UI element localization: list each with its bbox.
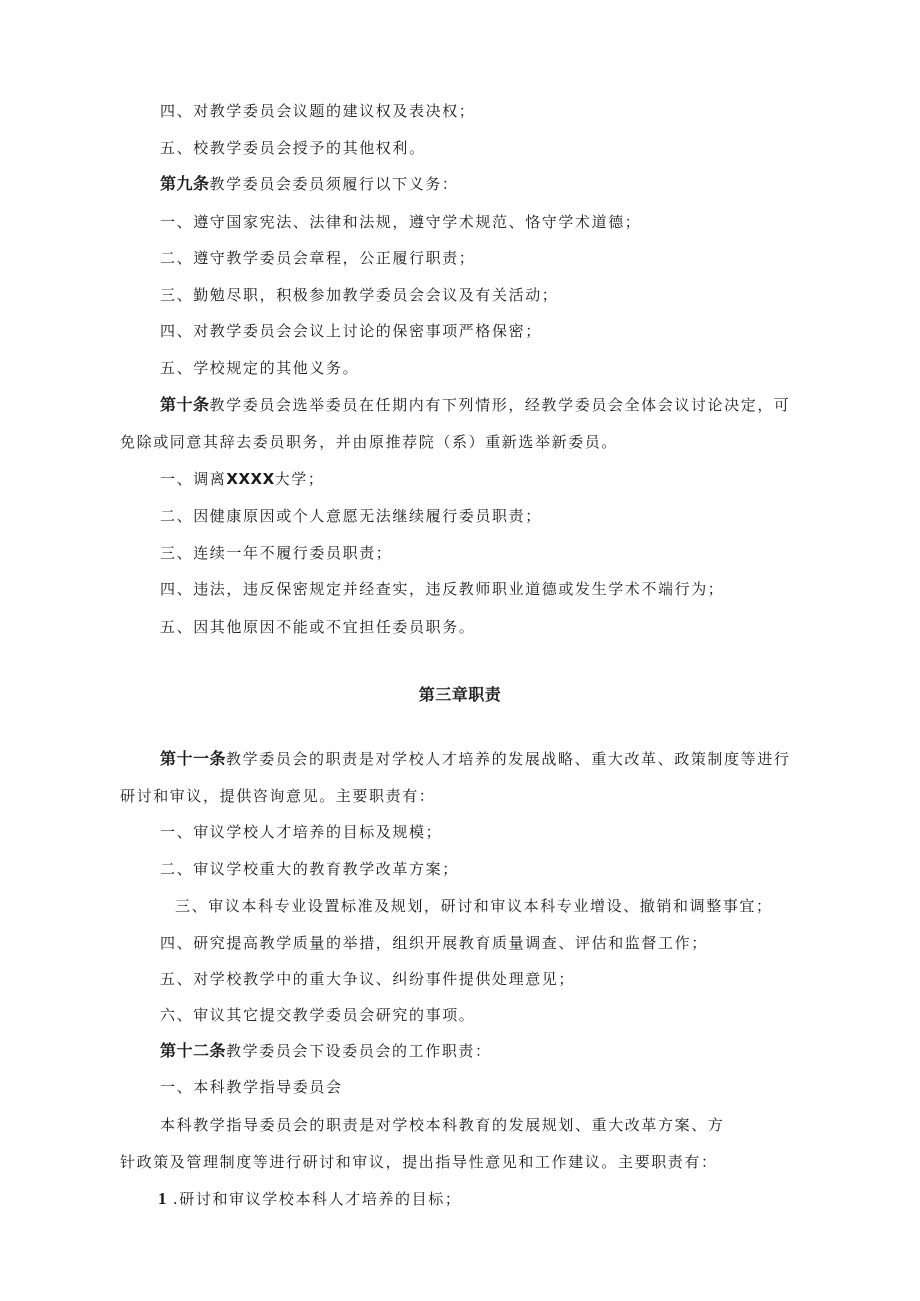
item-number: 1 xyxy=(158,1189,167,1208)
duty-item-3: 三、勤勉尽职，积极参加教学委员会会议及有关活动； xyxy=(160,286,559,304)
article-11 xyxy=(160,749,790,769)
removal-item-5: 五、因其他原因不能或不宜担任委员职务。 xyxy=(160,618,476,636)
duty-item-5: 五、学校规定的其他义务。 xyxy=(160,359,360,377)
removal-item-2: 二、因健康原因或个人意愿无法继续履行委员职责； xyxy=(160,507,542,525)
article-12-label: 第十二条 xyxy=(160,1041,227,1060)
article-12 xyxy=(160,1041,492,1061)
responsibility-item-3: 三、审议本科专业设置标准及规划，研讨和审议本科专业增设、撤销和调整事宜； xyxy=(175,897,773,915)
article-10-text-line1: 教学委员会选举委员在任期内有下列情形，经教学委员会全体会议讨论决定，可 xyxy=(209,396,791,414)
article-12-text: 教学委员会下设委员会的工作职责： xyxy=(226,1042,492,1060)
article-10-text-line2: 免除或同意其辞去委员职务，并由原推荐院（系）重新选举新委员。 xyxy=(120,433,619,451)
rights-item-4: 四、对教学委员会议题的建议权及表决权； xyxy=(160,102,476,120)
subcommittee-1-text-line2: 针政策及管理制度等进行研讨和审议，提出指导性意见和工作建议。主要职责有： xyxy=(120,1153,718,1171)
responsibility-item-6: 六、审议其它提交教学委员会研究的事项。 xyxy=(160,1006,476,1024)
subcommittee-1-text-line1: 本科教学指导委员会的职责是对学校本科教育的发展规划、重大改革方案、方 xyxy=(160,1116,725,1134)
duty-item-2: 二、遵守教学委员会章程，公正履行职责； xyxy=(160,249,476,267)
subcommittee-1-title: 一、本科教学指导委员会 xyxy=(160,1078,343,1096)
subcommittee-1-item-1: 1 .研讨和审议学校本科人才培养的目标； xyxy=(158,1189,462,1208)
article-9 xyxy=(160,174,459,194)
responsibility-item-1: 一、审议学校人才培养的目标及规模； xyxy=(160,823,443,841)
article-10 xyxy=(160,395,791,415)
duty-item-4: 四、对教学委员会会议上讨论的保密事项严格保密； xyxy=(160,322,542,340)
article-11-text-line1: 教学委员会的职责是对学校人才培养的发展战略、重大改革、政策制度等进行 xyxy=(226,750,791,768)
article-9-text: 教学委员会委员须履行以下义务： xyxy=(209,175,459,193)
article-10-label: 第十条 xyxy=(160,395,210,414)
chapter-3-title: 第三章职责 xyxy=(418,685,502,704)
rights-item-5: 五、校教学委员会授予的其他权利。 xyxy=(160,139,426,157)
article-11-label: 第十一条 xyxy=(160,749,227,768)
removal-item-3: 三、连续一年不履行委员职责； xyxy=(160,544,393,562)
duty-item-1: 一、遵守国家宪法、法律和法规，遵守学术规范、恪守学术道德； xyxy=(160,213,642,231)
responsibility-item-4: 四、研究提高教学质量的举措，组织开展教育质量调查、评估和监督工作； xyxy=(160,934,708,952)
responsibility-item-5: 五、对学校教学中的重大争议、纠纷事件提供处理意见； xyxy=(160,970,576,988)
article-9-label: 第九条 xyxy=(160,174,210,193)
university-name: XXXX xyxy=(226,470,275,488)
removal-item-1: 一、调离XXXX大学； xyxy=(160,470,325,488)
responsibility-item-2: 二、审议学校重大的教育教学改革方案； xyxy=(160,860,459,878)
article-11-text-line2: 研讨和审议，提供咨询意见。主要职责有： xyxy=(120,787,436,805)
removal-item-4: 四、违法，违反保密规定并经查实，违反教师职业道德或发生学术不端行为； xyxy=(160,580,725,598)
